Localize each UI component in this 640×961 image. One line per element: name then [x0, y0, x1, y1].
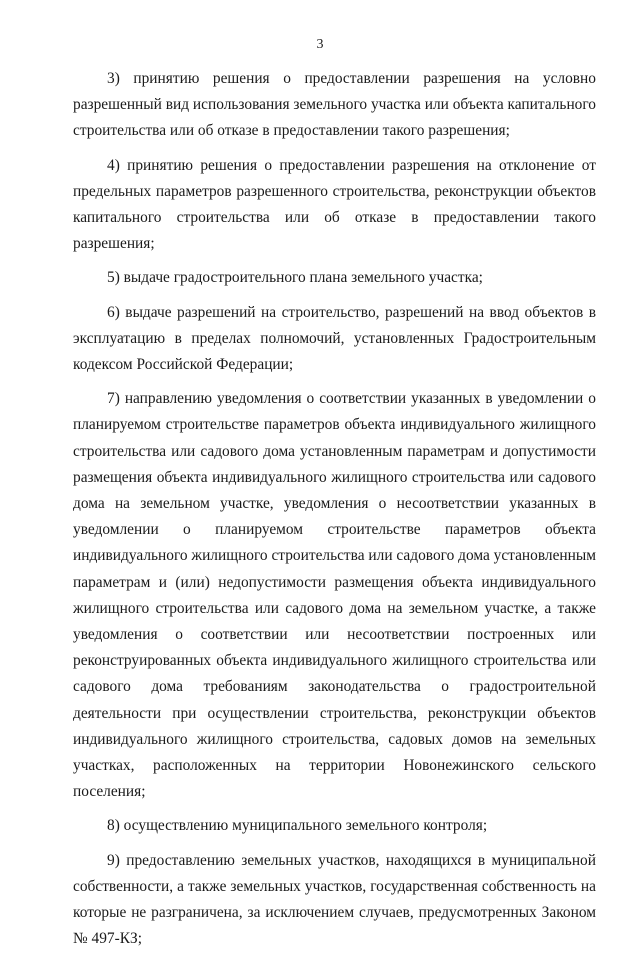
document-body — [73, 66, 596, 961]
paragraph-item-5: 5) выдаче градостроительного плана земельного участка; — [107, 269, 483, 287]
paragraph-item-4: 4) принятию решения о предоставлении разрешения на отклонение от предельных параметров разрешенного строительства, реконструкции объектов капитального строительства или об отказе в предоставлении такого разрешения; — [73, 156, 596, 253]
paragraph-item-9: 9) предоставлению земельных участков, находящихся в муниципальной собственности, а также земельных участков, государственная собственность на которые не разграничена, за исключением случаев, предусмотренных Законом № 497-КЗ; — [73, 851, 596, 948]
paragraph-item-6: 6) выдаче разрешений на строительство, разрешений на ввод объектов в эксплуатацию в пределах полномочий, установленных Градостроительным кодексом Российской Федерации; — [73, 303, 596, 374]
paragraph-item-8: 8) осуществлению муниципального земельного контроля; — [107, 817, 488, 835]
paragraph-item-3: 3) принятию решения о предоставлении разрешения на условно разрешенный вид использования земельного участка или объекта капитального строительства или об отказе в предоставлении такого разрешения; — [73, 70, 596, 140]
paragraph-item-7: 7) направлению уведомления о соответствии указанных в уведомлении о планируемом строительстве параметров объекта индивидуального жилищного строительства или садового дома установленным параметрам и допустимости размещения объекта индивидуального жилищного строительства или садового дома на земельном участке, уведомления о несоответствии указанных в уведомлении о планируемом строительстве параметров объекта индивидуального жилищного строительства или садового дома установленным параметрам и (или) недопустимости размещения объекта индивидуального жилищного строительства или садового дома на земельном участке, а также уведомления о соответствии или несоответствии построенных или реконструированных объекта индивидуального жилищного строительства или садового дома требованиям законодательства о градостроительной деятельности при осуществлении строительства, реконструкции объектов индивидуального жилищного строительства, садовых домов на земельных участках, расположенных на территории Новонежинского сельского поселения; — [73, 390, 596, 801]
page-number: 3 — [316, 37, 324, 52]
